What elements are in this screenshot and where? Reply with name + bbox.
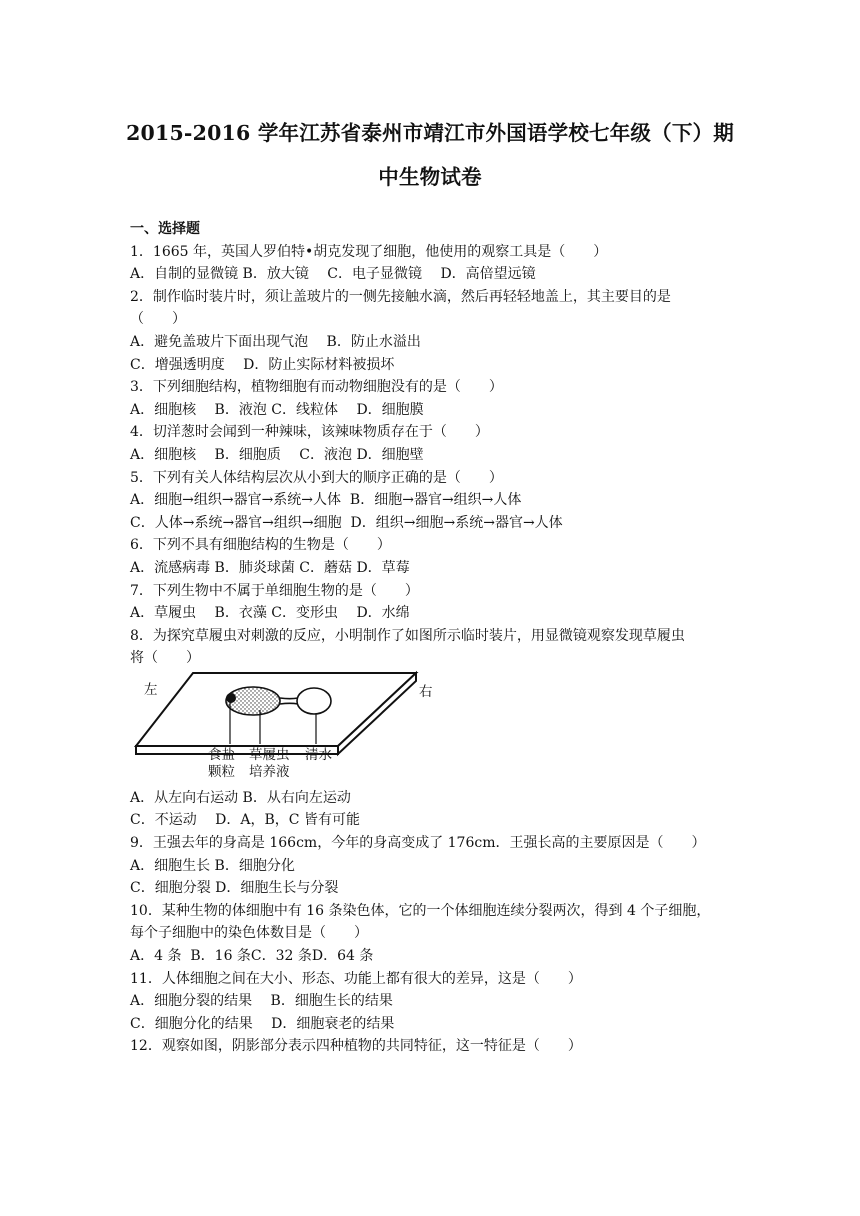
text-line: 2．制作临时装片时，须让盖玻片的一侧先接触水滴，然后再轻轻地盖上，其主要目的是 xyxy=(130,288,671,305)
text-line: 12．观察如图，阴影部分表示四种植物的共同特征，这一特征是（ ） xyxy=(130,1038,582,1055)
text-line: A．自制的显微镜 B．放大镜 C．电子显微镜 D．高倍望远镜 xyxy=(130,266,536,283)
text-line: 11．人体细胞之间在大小、形态、功能上都有很大的差异，这是（ ） xyxy=(130,970,582,987)
text-line: 8．为探究草履虫对刺激的反应，小明制作了如图所示临时装片，用显微镜观察发现草履虫 xyxy=(130,627,685,644)
text-line: A．从左向右运动 B．从右向左运动 xyxy=(130,789,351,806)
text-line: A．4 条 B．16 条C．32 条D．64 条 xyxy=(130,948,374,965)
text-line: 每个子细胞中的染色体数目是（ ） xyxy=(130,925,368,942)
text-line: 4．切洋葱时会闻到一种辣味，该辣味物质存在于（ ） xyxy=(130,424,489,441)
text-line: A．避免盖玻片下面出现气泡 B．防止水溢出 xyxy=(130,333,421,350)
text-line: 1．1665 年，英国人罗伯特•胡克发现了细胞，他使用的观察工具是（ ） xyxy=(130,243,608,260)
document-title-line-2: 中生物试卷 xyxy=(378,165,482,189)
text-line: 3．下列细胞结构，植物细胞有而动物细胞没有的是（ ） xyxy=(130,379,503,396)
figure-label-left: 左 xyxy=(144,681,158,698)
figure-label-culture-2: 培养液 xyxy=(249,763,290,780)
text-line: 9．王强去年的身高是 166cm，今年的身高变成了 176cm．王强长高的主要原因是（ ） xyxy=(130,835,706,852)
figure-label-salt-1: 食盐 xyxy=(208,746,235,763)
text-line: 将（ ） xyxy=(130,650,200,667)
text-line: C．细胞分裂 D．细胞生长与分裂 xyxy=(130,880,339,897)
figure-label-salt-2: 颗粒 xyxy=(208,763,235,780)
text-line: A．草履虫 B．衣藻 C．变形虫 D．水绵 xyxy=(130,605,410,622)
text-line: 6．下列不具有细胞结构的生物是（ ） xyxy=(130,537,391,554)
text-line: A．细胞生长 B．细胞分化 xyxy=(130,857,295,874)
lines-after-figure xyxy=(130,787,730,1058)
salt-grain xyxy=(226,693,236,703)
text-line: A．流感病毒 B．肺炎球菌 C．蘑菇 D．草莓 xyxy=(130,559,410,576)
slide-top-face xyxy=(136,673,416,746)
question-body xyxy=(130,218,730,1058)
lines-before-figure xyxy=(130,241,730,670)
water-drop xyxy=(297,688,331,714)
text-line: C．细胞分化的结果 D．细胞衰老的结果 xyxy=(130,1015,395,1032)
document-title-line-1: 2015-2016 学年江苏省泰州市靖江市外国语学校七年级（下）期 xyxy=(126,121,734,145)
slide-figure xyxy=(130,670,730,787)
figure-label-right: 右 xyxy=(419,683,433,700)
section-heading: 一、选择题 xyxy=(130,221,200,237)
text-line: A．细胞分裂的结果 B．细胞生长的结果 xyxy=(130,993,393,1010)
text-line: 5．下列有关人体结构层次从小到大的顺序正确的是（ ） xyxy=(130,469,503,486)
text-line: 7．下列生物中不属于单细胞生物的是（ ） xyxy=(130,582,419,599)
figure-label-water: 清水 xyxy=(305,746,332,763)
text-line: C．不运动 D．A，B，C 皆有可能 xyxy=(130,812,360,829)
text-line: C．人体→系统→器官→组织→细胞 D．组织→细胞→系统→器官→人体 xyxy=(130,514,563,531)
text-line: C．增强透明度 D．防止实际材料被损坏 xyxy=(130,356,395,373)
text-line: A．细胞→组织→器官→系统→人体 B．细胞→器官→组织→人体 xyxy=(130,492,522,509)
text-line: 10．某种生物的体细胞中有 16 条染色体，它的一个体细胞连续分裂两次，得到 4 个子细胞， xyxy=(130,902,711,919)
text-line: A．细胞核 B．液泡 C．线粒体 D．细胞膜 xyxy=(130,401,424,418)
figure-label-culture-1: 草履虫 xyxy=(249,746,290,763)
text-line: A．细胞核 B．细胞质 C．液泡 D．细胞壁 xyxy=(130,446,424,463)
text-line: （ ） xyxy=(130,311,186,328)
